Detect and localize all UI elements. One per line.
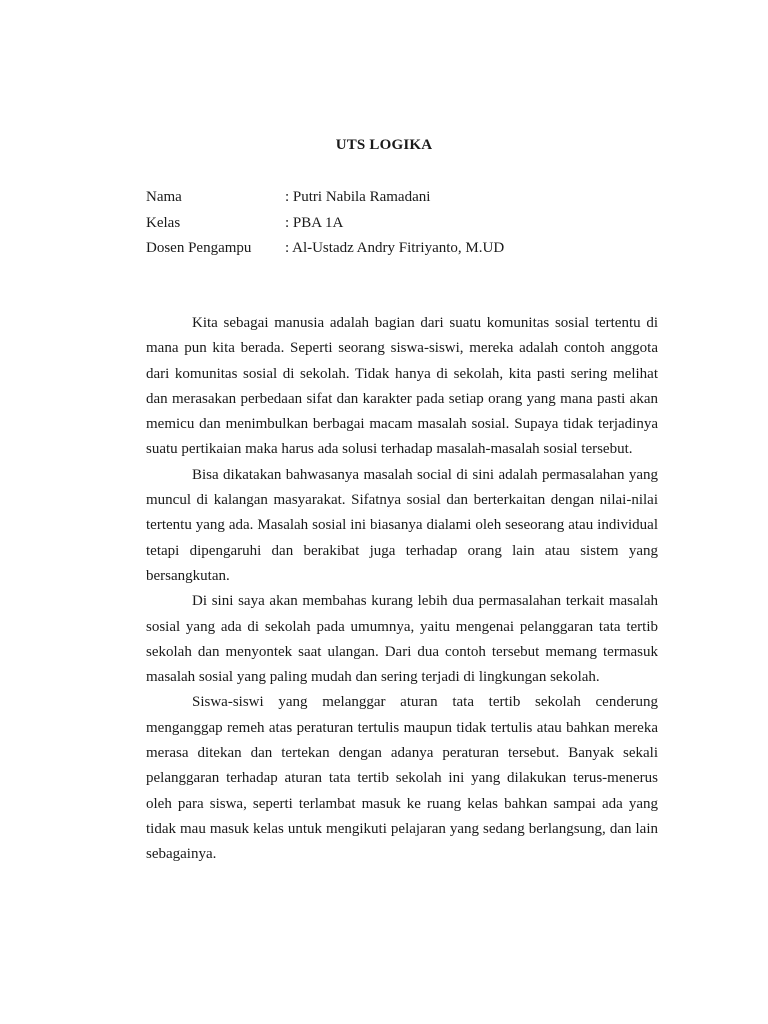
info-row-class [146, 211, 504, 237]
paragraph: Bisa dikatakan bahwasanya masalah social di sini adalah permasalahan yang muncul di kalangan masyarakat. Sifatnya sosial dan berterkaitan dengan nilai-nilai tertentu yang ada. Masalah sosial ini biasanya dialami oleh seseorang atau individual tetapi dipengaruhi dan berakibat juga terhadap orang lain atau sistem yang bersangkutan. [146, 466, 658, 584]
info-separator: : [285, 214, 290, 231]
info-label: Kelas [146, 214, 181, 231]
info-value: Putri Nabila Ramadani [292, 189, 431, 205]
paragraph: Kita sebagai manusia adalah bagian dari suatu komunitas sosial tertentu di mana pun kita berada. Seperti seorang siswa-siswi, mereka adalah contoh anggota dari komunitas sosial di sekolah. Tidak hanya di sekolah, kita pasti sering melihat dan merasakan perbedaan sifat dan karakter pada setiap orang yang mana pasti akan memicu dan menimbulkan berbagai macam masalah sosial. Supaya tidak terjadinya suatu pertikaian maka harus ada solusi terhadap masalah-masalah sosial tersebut. [146, 315, 658, 458]
info-value: PBA 1A [292, 214, 344, 231]
student-info [146, 185, 504, 262]
info-separator: : [285, 189, 290, 205]
info-label: Nama [146, 189, 182, 205]
info-value: Al-Ustadz Andry Fitriyanto, M.UD [292, 240, 505, 256]
paragraph: Di sini saya akan membahas kurang lebih dua permasalahan terkait masalah sosial yang ada di sekolah pada umumnya, yaitu mengenai pelanggaran tata tertib sekolah dan menyontek saat ulangan. Dari dua contoh tersebut memang termasuk masalah sosial yang paling mudah dan sering terjadi di lingkungan sekolah. [146, 593, 658, 686]
info-separator: : [285, 240, 290, 256]
info-row-lecturer [146, 236, 504, 262]
info-label: Dosen Pengampu [146, 240, 252, 256]
paragraph: Siswa-siswi yang melanggar aturan tata tertib sekolah cenderung menganggap remeh atas peraturan tertulis maupun tidak tertulis atau bahkan mereka merasa ditekan dan tertekan dengan adanya peraturan tersebut. Banyak sekali pelanggaran terhadap aturan tata tertib sekolah ini yang dilakukan terus-menerus oleh para siswa, seperti terlambat masuk ke ruang kelas bahkan sampai ada yang tidak mau masuk kelas untuk mengikuti pelajaran yang sedang berlangsung, dan lain sebagainya. [146, 694, 658, 863]
document-title: UTS LOGIKA [335, 137, 433, 153]
essay-body [146, 311, 658, 868]
info-row-name [146, 185, 504, 211]
